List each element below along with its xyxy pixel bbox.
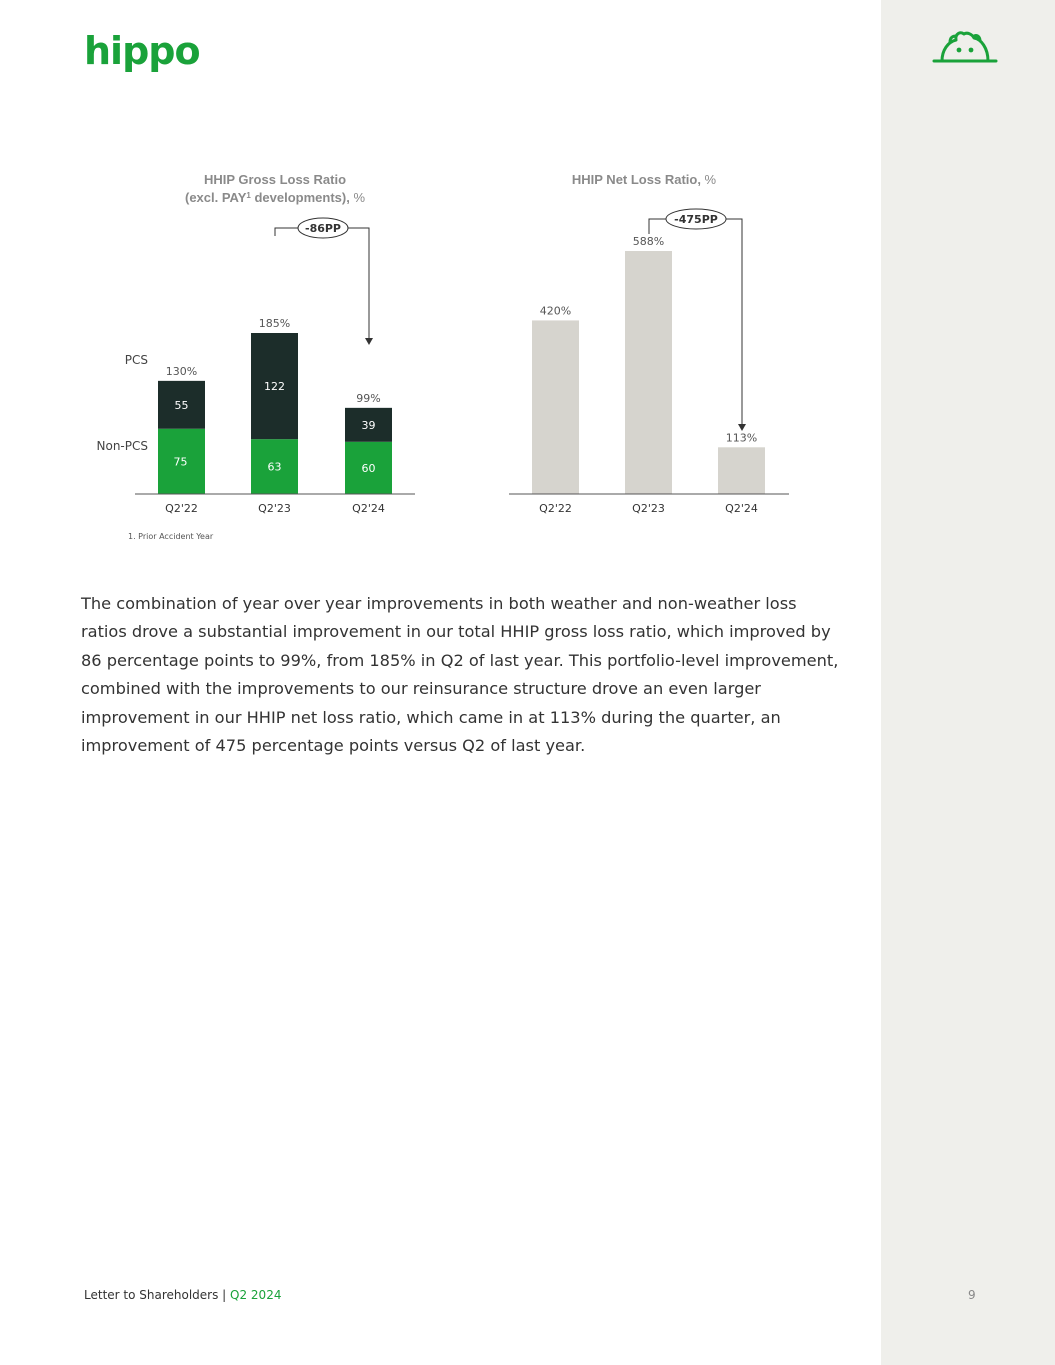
net-chart-title: HHIP Net Loss Ratio, % — [571, 172, 717, 187]
net-tick-1: Q2'23 — [632, 502, 665, 515]
footer-title: Letter to Shareholders | — [84, 1288, 231, 1302]
net-label-0: 420% — [539, 304, 572, 318]
body-paragraph: The combination of year over year improvements in both weather and non-weather loss ratios drove a substantial improvement in our total HHIP gross loss ratio, which improved by 86 percentage points to 99%, from 185% in Q2 of last year. This portfolio-level improvement, combined with the improvements to our reinsurance structure drove an even larger improvement in our HHIP net loss ratio, which came in at 113% during the quarter, an improvement of 475 percentage points versus Q2 of last year. — [81, 594, 839, 756]
net-label-1: 588% — [632, 235, 665, 248]
gross-tick-2: Q2'24 — [352, 502, 385, 515]
row-label-non-pcs: Non-PCS — [96, 439, 148, 453]
gross-tick-1: Q2'23 — [258, 502, 291, 515]
label-non-pcs-0: 75 — [173, 455, 188, 469]
net-bar-0 — [532, 320, 579, 494]
net-label-2: 113% — [725, 431, 758, 445]
page-number: 9 — [968, 1288, 976, 1302]
label-non-pcs-1: 63 — [267, 460, 282, 474]
footer-label — [84, 1288, 281, 1302]
net-change-label: -475PP — [674, 213, 718, 226]
label-non-pcs-2: 60 — [361, 461, 376, 475]
charts-area — [0, 150, 881, 550]
label-total-0: 130% — [165, 364, 198, 378]
gross-change-label: -86PP — [305, 222, 341, 235]
hippo-logo: hippo — [84, 29, 200, 73]
gross-chart-title: HHIP Gross Loss Ratio — [203, 172, 347, 187]
label-pcs-0: 55 — [174, 398, 189, 412]
hippo-head-icon — [930, 28, 1000, 68]
gross-tick-0: Q2'22 — [165, 502, 198, 515]
label-pcs-2: 39 — [361, 418, 376, 432]
page-sidebar-band — [881, 0, 1055, 1365]
label-total-1: 185% — [258, 317, 291, 330]
label-pcs-1: 122 — [264, 380, 285, 394]
net-tick-0: Q2'22 — [539, 502, 572, 515]
footer-quarter: Q2 2024 — [230, 1288, 282, 1302]
net-tick-2: Q2'24 — [725, 502, 758, 515]
label-total-2: 99% — [356, 391, 381, 405]
net-bar-2 — [718, 447, 765, 494]
gross-chart-title-line2: (excl. PAY$^1$ developments), % — [184, 190, 366, 205]
net-bar-1 — [625, 251, 672, 494]
row-label-pcs: PCS — [124, 353, 148, 367]
gross-footnote: 1. Prior Accident Year — [128, 532, 214, 541]
